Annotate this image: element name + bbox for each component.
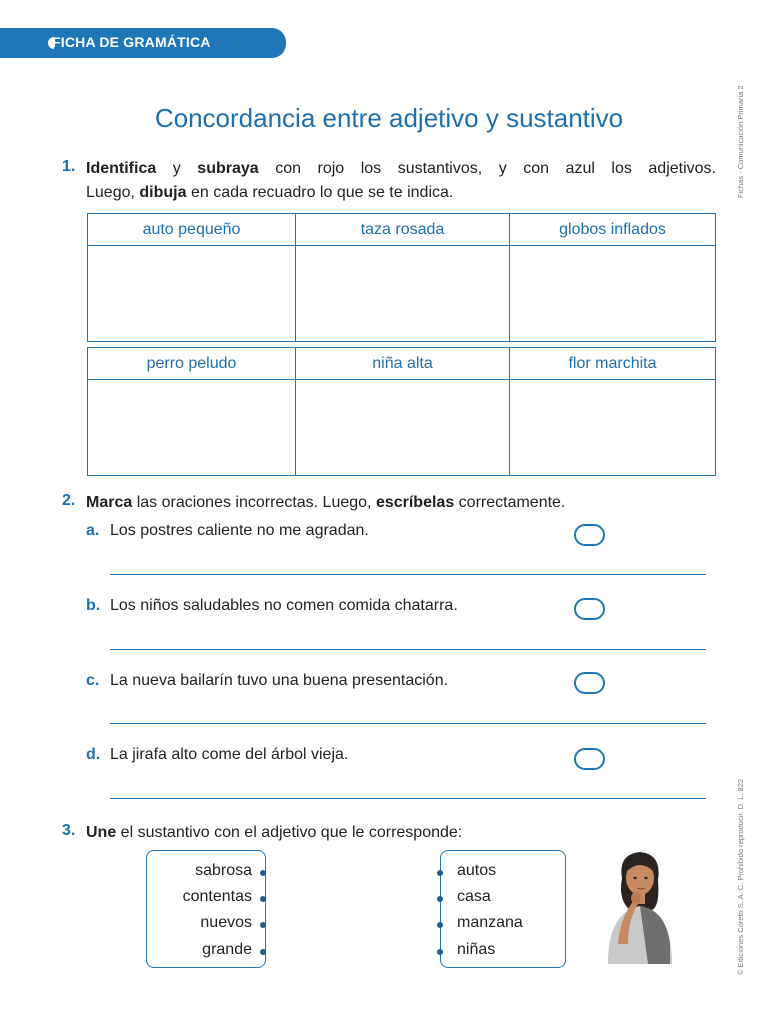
q3-instruction [86,821,462,845]
table2-header-1: perro peludo [88,348,296,380]
drawing-box[interactable] [296,246,510,342]
q1-w7: en cada recuadro lo que se te indica. [186,184,454,201]
drawing-box[interactable] [88,380,296,476]
noun-word: manzana [457,914,523,931]
table1-header-2: taza rosada [296,214,510,246]
item-a-letter: a. [86,522,100,539]
thinking-girl-illustration [600,848,678,964]
drawing-box[interactable] [510,246,716,342]
answer-line-a[interactable] [110,574,706,575]
drawing-box[interactable] [88,246,296,342]
item-d-text: La jirafa alto come del árbol vieja. [110,746,349,763]
q3-w2: el sustantivo con el adjetivo que le corresponde: [116,824,463,841]
adjective-word: sabrosa [195,862,252,879]
header-label: FICHA DE GRAMÁTICA [52,34,211,50]
answer-line-b[interactable] [110,649,706,650]
noun-word: casa [457,888,491,905]
table2-header-2: niña alta [296,348,510,380]
connector-dot[interactable] [437,922,443,928]
item-c-text: La nueva bailarín tuvo una buena presentación. [110,672,449,689]
connector-dot[interactable] [260,922,266,928]
table1-header-3: globos inflados [510,214,716,246]
q1-line1 [86,157,716,181]
q2-number: 2. [62,492,76,509]
item-c-letter: c. [86,672,100,689]
adjective-word: contentas [182,888,252,905]
connector-dot[interactable] [437,949,443,955]
drawing-table-2 [87,347,716,476]
q2-instruction [86,491,726,515]
connector-dot[interactable] [260,870,266,876]
drawing-box[interactable] [510,380,716,476]
adjective-word: nuevos [200,914,252,931]
q2-w2: las oraciones incorrectas. Luego, [132,494,376,511]
q3-number: 3. [62,822,76,839]
mark-oval-a[interactable] [574,524,605,546]
q1-verb-subraya: subraya [197,160,259,177]
answer-line-c[interactable] [110,723,706,724]
connector-dot[interactable] [437,896,443,902]
item-a-text: Los postres caliente no me agradan. [110,522,369,539]
q2-verb-escribelas: escríbelas [375,494,455,511]
q1-number: 1. [62,158,76,175]
answer-line-d[interactable] [110,798,706,799]
noun-word: niñas [457,941,496,958]
q2-w4: correctamente. [454,494,566,511]
q1-verb-dibuja: dibuja [139,184,187,201]
q1-w4: con rojo los sustantivos, y con azul los adjetivos. [258,160,717,177]
item-b-letter: b. [86,597,101,614]
drawing-table-1 [87,213,716,342]
mark-oval-b[interactable] [574,598,605,620]
connector-dot[interactable] [260,896,266,902]
q1-line2 [86,181,716,205]
drawing-box[interactable] [296,380,510,476]
q2-verb-marca: Marca [86,494,133,511]
adjective-word: grande [202,941,252,958]
mark-oval-d[interactable] [574,748,605,770]
noun-word: autos [457,862,497,879]
side-text-bottom: © Ediciones Corefo S. A. C. Prohibido reproducir. D. L. 822 [736,778,745,975]
table1-header-1: auto pequeño [88,214,296,246]
table2-header-3: flor marchita [510,348,716,380]
item-b-text: Los niños saludables no comen comida chatarra. [110,597,458,614]
q1-verb-identifica: Identifica [86,160,157,177]
mark-oval-c[interactable] [574,672,605,694]
item-d-letter: d. [86,746,101,763]
side-text-top: Fichas - Comunicación Primaria 2 [736,85,745,198]
connector-dot[interactable] [260,949,266,955]
connector-dot[interactable] [437,870,443,876]
q1-w2: y [156,160,198,177]
q3-verb-une: Une [86,824,117,841]
q1-w5: Luego, [86,184,140,201]
page-title: Concordancia entre adjetivo y sustantivo [154,103,624,133]
